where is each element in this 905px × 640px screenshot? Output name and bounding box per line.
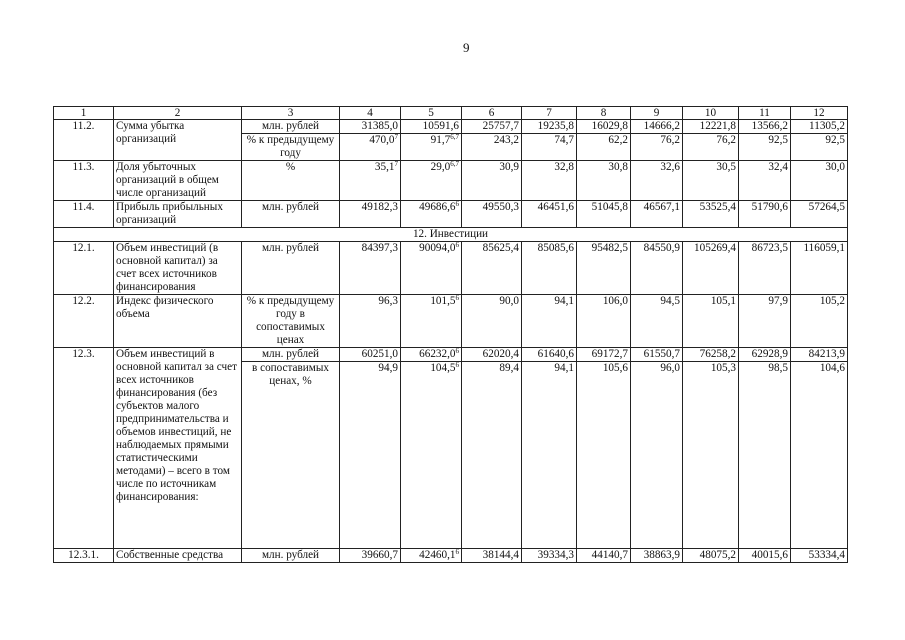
table-row <box>54 549 848 563</box>
value-text: 90094,0 <box>419 242 456 254</box>
value-cell <box>577 348 631 362</box>
value-cell <box>340 348 401 362</box>
value-text: 92,5 <box>825 134 845 146</box>
header-cell: 6 <box>462 107 522 120</box>
indicator-name: Сумма убытка организаций <box>114 120 242 161</box>
value-cell <box>340 549 401 563</box>
value-text: 46567,1 <box>643 201 680 213</box>
value-text: 101,5 <box>430 295 456 307</box>
header-cell: 8 <box>577 107 631 120</box>
footnote-marker: 6,7 <box>450 133 459 141</box>
row-number: 12.1. <box>54 242 114 295</box>
indicator-name: Индекс физического объема <box>114 295 242 348</box>
value-text: 243,2 <box>493 134 519 146</box>
indicator-name: Объем инвестиций в основной капитал за счет всех источников финансирования (без субъектов малого предпринимательства и объемов инвестиций, не наблюдаемых прямыми статистическими методами) – всего в том числе по источникам финансирования: <box>114 348 242 549</box>
value-text: 30,5 <box>716 161 736 173</box>
indicator-name: Объем инвестиций (в основной капитал) за счет всех источников финансирования <box>114 242 242 295</box>
value-cell <box>683 161 739 201</box>
value-text: 39334,3 <box>537 549 574 561</box>
value-text: 40015,6 <box>751 549 788 561</box>
value-cell <box>401 242 462 295</box>
header-cell: 11 <box>739 107 791 120</box>
value-cell <box>522 161 577 201</box>
value-text: 30,0 <box>825 161 845 173</box>
value-text: 90,0 <box>499 295 519 307</box>
value-cell <box>577 549 631 563</box>
header-cell: 3 <box>242 107 340 120</box>
footnote-marker: 7 <box>394 160 398 168</box>
value-text: 30,9 <box>499 161 519 173</box>
value-cell <box>791 295 848 348</box>
value-cell <box>631 348 683 362</box>
value-cell <box>739 161 791 201</box>
unit-cell: млн. рублей <box>242 201 340 228</box>
unit-cell: млн. рублей <box>242 120 340 134</box>
value-cell <box>631 134 683 161</box>
indicator-name: Прибыль прибыльных организаций <box>114 201 242 228</box>
footnote-marker: 6 <box>455 200 459 208</box>
value-text: 76,2 <box>660 134 680 146</box>
unit-cell: млн. рублей <box>242 242 340 295</box>
value-text: 84397,3 <box>361 242 398 254</box>
value-text: 32,8 <box>554 161 574 173</box>
table-row <box>54 242 848 295</box>
value-cell <box>631 295 683 348</box>
value-text: 51790,6 <box>751 201 788 213</box>
value-text: 94,1 <box>554 295 574 307</box>
value-text: 94,5 <box>660 295 680 307</box>
footnote-marker: 6 <box>455 347 459 355</box>
value-cell <box>791 348 848 362</box>
value-cell <box>340 362 401 549</box>
header-cell: 10 <box>683 107 739 120</box>
header-cell: 12 <box>791 107 848 120</box>
value-text: 92,5 <box>768 134 788 146</box>
value-cell <box>791 134 848 161</box>
value-text: 57264,5 <box>808 201 845 213</box>
value-cell: 19235,8 <box>522 120 577 134</box>
value-text: 61550,7 <box>643 348 680 360</box>
value-cell <box>683 348 739 362</box>
row-number: 11.2. <box>54 120 114 161</box>
value-text: 97,9 <box>768 295 788 307</box>
value-text: 84550,9 <box>643 242 680 254</box>
value-cell <box>577 295 631 348</box>
value-cell: 11305,2 <box>791 120 848 134</box>
footnote-marker: 6 <box>455 241 459 249</box>
value-cell <box>401 201 462 228</box>
value-cell <box>791 161 848 201</box>
value-cell <box>739 201 791 228</box>
value-text: 53334,4 <box>808 549 845 561</box>
footnote-marker: 7 <box>394 133 398 141</box>
value-cell <box>340 295 401 348</box>
value-text: 96,0 <box>660 362 680 374</box>
value-cell <box>683 134 739 161</box>
value-cell: 31385,0 <box>340 120 401 134</box>
value-text: 76,2 <box>716 134 736 146</box>
value-cell <box>522 295 577 348</box>
value-text: 35,1 <box>374 161 395 173</box>
value-cell <box>577 242 631 295</box>
value-cell <box>791 201 848 228</box>
value-text: 98,5 <box>768 362 788 374</box>
value-cell: 13566,2 <box>739 120 791 134</box>
unit-cell: % к предыдущему году в сопоставимых ценах <box>242 295 340 348</box>
value-text: 30,8 <box>608 161 628 173</box>
value-cell <box>739 134 791 161</box>
value-cell <box>739 295 791 348</box>
value-cell <box>462 348 522 362</box>
header-cell: 7 <box>522 107 577 120</box>
unit-cell: % <box>242 161 340 201</box>
value-cell <box>462 134 522 161</box>
value-cell <box>577 201 631 228</box>
value-text: 46451,6 <box>537 201 574 213</box>
unit-cell: % к предыдущему году <box>242 134 340 161</box>
value-text: 39660,7 <box>361 549 398 561</box>
value-cell <box>791 549 848 563</box>
row-number: 11.4. <box>54 201 114 228</box>
value-cell <box>791 362 848 549</box>
value-text: 29,0 <box>430 161 451 173</box>
value-text: 85625,4 <box>482 242 519 254</box>
value-text: 84213,9 <box>808 348 845 360</box>
value-text: 105,6 <box>602 362 628 374</box>
value-text: 62928,9 <box>751 348 788 360</box>
value-text: 66232,0 <box>419 348 456 360</box>
value-cell <box>462 161 522 201</box>
value-text: 76258,2 <box>699 348 736 360</box>
section-row <box>54 228 848 242</box>
value-text: 105269,4 <box>694 242 736 254</box>
value-text: 61640,6 <box>537 348 574 360</box>
header-cell: 5 <box>401 107 462 120</box>
value-cell <box>522 242 577 295</box>
value-cell <box>462 242 522 295</box>
value-text: 62020,4 <box>482 348 519 360</box>
value-cell <box>739 549 791 563</box>
value-text: 85085,6 <box>537 242 574 254</box>
row-number: 12.3. <box>54 348 114 549</box>
value-text: 105,2 <box>819 295 845 307</box>
value-cell <box>340 134 401 161</box>
value-text: 104,6 <box>819 362 845 374</box>
table-row <box>54 161 848 201</box>
value-text: 94,1 <box>554 362 574 374</box>
value-text: 105,3 <box>710 362 736 374</box>
value-text: 470,0 <box>369 134 395 146</box>
value-cell <box>340 242 401 295</box>
indicator-name: Собственные средства <box>114 549 242 563</box>
value-cell <box>631 201 683 228</box>
footnote-marker: 6 <box>455 361 459 369</box>
value-text: 44140,7 <box>591 549 628 561</box>
value-cell <box>683 295 739 348</box>
value-cell <box>631 242 683 295</box>
page-number: 9 <box>463 40 470 55</box>
row-number: 12.2. <box>54 295 114 348</box>
value-cell <box>401 348 462 362</box>
value-text: 49182,3 <box>361 201 398 213</box>
value-cell <box>631 161 683 201</box>
value-cell <box>683 549 739 563</box>
value-text: 94,9 <box>378 362 398 374</box>
value-cell <box>462 362 522 549</box>
statistics-table <box>53 106 848 563</box>
unit-cell: млн. рублей <box>242 348 340 362</box>
value-text: 104,5 <box>430 362 456 374</box>
value-cell <box>631 549 683 563</box>
value-cell: 10591,6 <box>401 120 462 134</box>
header-cell: 1 <box>54 107 114 120</box>
value-text: 96,3 <box>378 295 398 307</box>
value-cell <box>462 549 522 563</box>
value-cell <box>401 362 462 549</box>
value-cell: 25757,7 <box>462 120 522 134</box>
value-cell <box>631 362 683 549</box>
indicator-name: Доля убыточных организаций в общем числе организаций <box>114 161 242 201</box>
value-text: 49686,6 <box>419 201 456 213</box>
value-cell <box>577 161 631 201</box>
value-cell <box>522 549 577 563</box>
unit-cell: млн. рублей <box>242 549 340 563</box>
value-cell <box>577 362 631 549</box>
value-cell <box>401 549 462 563</box>
header-cell: 9 <box>631 107 683 120</box>
value-cell: 16029,8 <box>577 120 631 134</box>
header-cell: 2 <box>114 107 242 120</box>
value-text: 106,0 <box>602 295 628 307</box>
value-text: 42460,1 <box>419 549 456 561</box>
value-text: 53525,4 <box>699 201 736 213</box>
value-cell <box>401 134 462 161</box>
value-text: 32,6 <box>660 161 680 173</box>
row-number: 11.3. <box>54 161 114 201</box>
value-text: 38144,4 <box>482 549 519 561</box>
footnote-marker: 6,7 <box>450 160 459 168</box>
value-cell <box>739 348 791 362</box>
table-row <box>54 348 848 362</box>
unit-cell: в сопоставимых ценах, % <box>242 362 340 549</box>
header-cell: 4 <box>340 107 401 120</box>
value-text: 32,4 <box>768 161 788 173</box>
value-cell <box>401 295 462 348</box>
value-cell <box>401 161 462 201</box>
value-cell <box>791 242 848 295</box>
header-row <box>54 107 848 120</box>
footnote-marker: 6 <box>455 294 459 302</box>
value-text: 105,1 <box>710 295 736 307</box>
value-text: 51045,8 <box>591 201 628 213</box>
row-number: 12.3.1. <box>54 549 114 563</box>
value-cell <box>522 134 577 161</box>
value-cell <box>683 242 739 295</box>
value-text: 69172,7 <box>591 348 628 360</box>
value-cell <box>522 201 577 228</box>
value-text: 91,7 <box>430 134 451 146</box>
section-heading: 12. Инвестиции <box>54 228 848 242</box>
value-cell <box>462 295 522 348</box>
table-row <box>54 295 848 348</box>
table-body <box>54 107 848 563</box>
value-text: 116059,1 <box>803 242 845 254</box>
value-text: 38863,9 <box>643 549 680 561</box>
value-text: 95482,5 <box>591 242 628 254</box>
value-cell <box>340 161 401 201</box>
value-text: 86723,5 <box>751 242 788 254</box>
table-row <box>54 120 848 134</box>
value-text: 49550,3 <box>482 201 519 213</box>
value-cell <box>739 242 791 295</box>
value-cell <box>462 201 522 228</box>
value-cell <box>683 362 739 549</box>
value-text: 89,4 <box>499 362 519 374</box>
value-cell <box>522 362 577 549</box>
value-text: 60251,0 <box>361 348 398 360</box>
value-cell: 14666,2 <box>631 120 683 134</box>
footnote-marker: 6 <box>455 548 459 556</box>
table-row <box>54 201 848 228</box>
value-text: 74,7 <box>554 134 574 146</box>
value-cell <box>522 348 577 362</box>
value-cell <box>577 134 631 161</box>
value-cell: 12221,8 <box>683 120 739 134</box>
value-cell <box>340 201 401 228</box>
value-text: 48075,2 <box>699 549 736 561</box>
value-cell <box>683 201 739 228</box>
value-text: 62,2 <box>608 134 628 146</box>
value-cell <box>739 362 791 549</box>
